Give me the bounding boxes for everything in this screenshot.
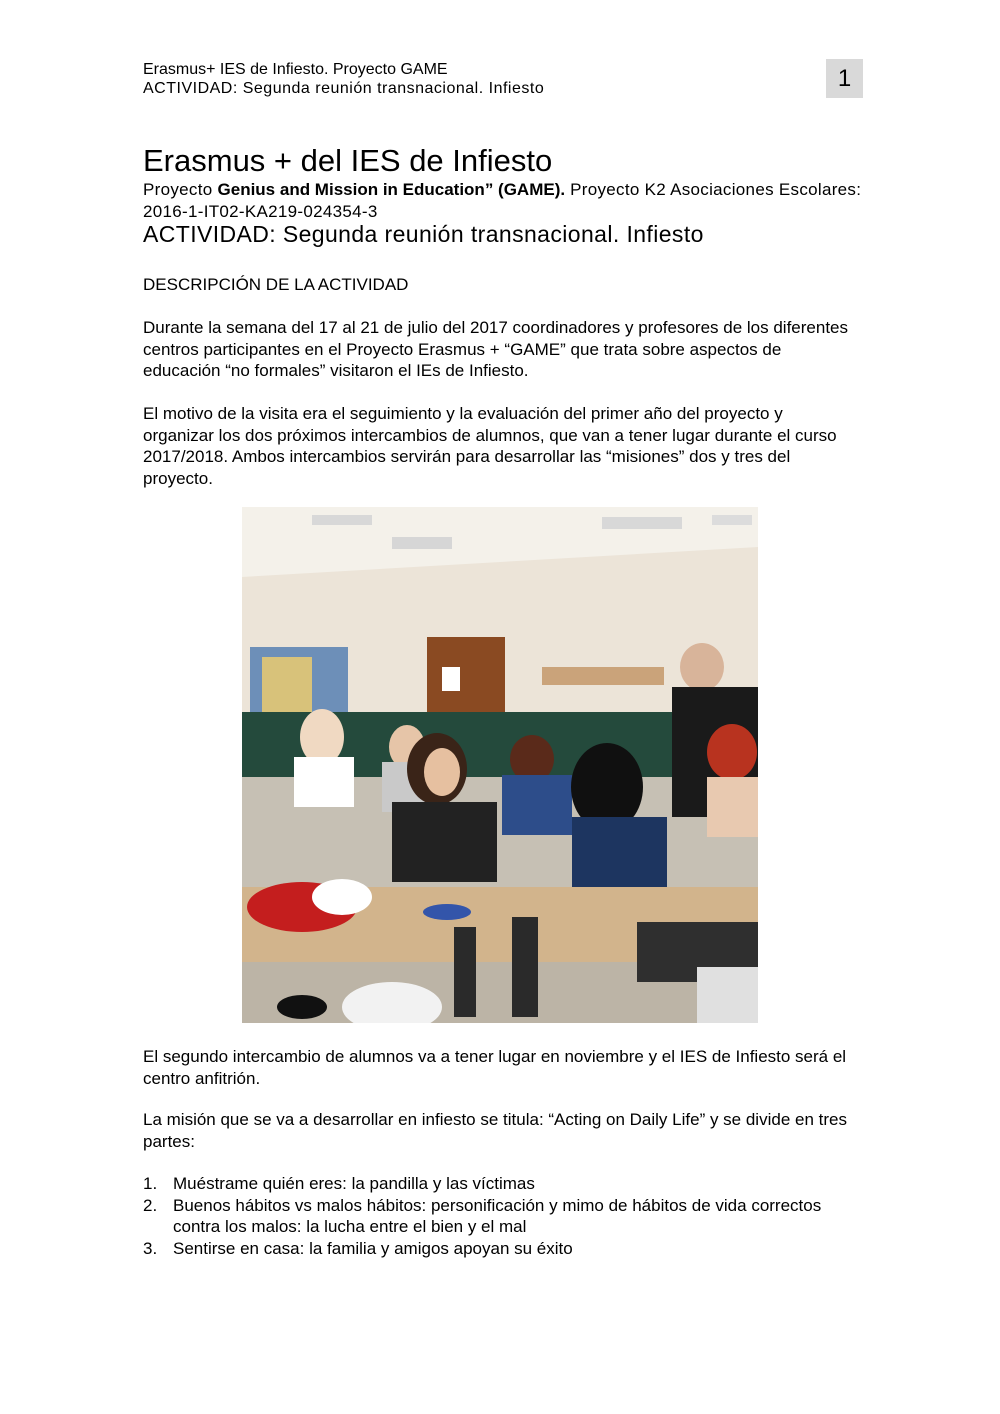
list-item-text: Buenos hábitos vs malos hábitos: personificación y mimo de hábitos de vida correctos contra los malos: la lucha entre el bien y el mal: [173, 1195, 822, 1236]
paragraph-purpose: El motivo de la visita era el seguimiento y la evaluación del primer año del proyecto y organizar los dos próximos intercambios de alumnos, que van a tener lugar durante el curso 2017/2018. Ambos intercambios servirán para desarrollar las “misiones” dos y tres del proyecto.: [143, 404, 837, 488]
list-item-number: 1.: [143, 1174, 158, 1193]
list-item-text: Sentirse en casa: la familia y amigos apoyan su éxito: [173, 1238, 573, 1258]
subtitle-project-name: Genius and Mission in Education” (GAME).: [217, 180, 566, 199]
paragraph-intro: Durante la semana del 17 al 21 de julio del 2017 coordinadores y profesores de los diferentes centros participantes en el Proyecto Erasmus + “GAME” que trata sobre aspectos de educación “no formales” visitaron el IEs de Infiesto.: [143, 318, 849, 380]
paragraph-exchange: El segundo intercambio de alumnos va a tener lugar en noviembre y el IES de Infiesto será el centro anfitrión.: [143, 1047, 847, 1088]
header-line-2: ACTIVIDAD: Segunda reunión transnacional. Infiesto: [143, 80, 545, 97]
list-item-text: Muéstrame quién eres: la pandilla y las víctimas: [173, 1174, 535, 1193]
mission-parts-list: [143, 1173, 855, 1259]
list-item: [143, 1238, 855, 1260]
paragraph-mission: La misión que se va a desarrollar en infiesto se titula: “Acting on Daily Life” y se divide en tres partes:: [143, 1110, 847, 1151]
document-title: Erasmus + del IES de Infiesto: [143, 143, 553, 178]
classroom-illustration: [242, 507, 758, 1023]
list-item: [143, 1195, 855, 1238]
page-header: [143, 60, 544, 98]
header-line-1: Erasmus+ IES de Infiesto. Proyecto GAME: [143, 61, 448, 78]
subtitle-prefix: Proyecto: [143, 180, 218, 199]
project-subtitle: [143, 179, 863, 223]
activity-heading: ACTIVIDAD: Segunda reunión transnacional. Infiesto: [143, 221, 704, 247]
section-title: DESCRIPCIÓN DE LA ACTIVIDAD: [143, 275, 409, 294]
page-number: 1: [826, 59, 863, 98]
subtitle-suffix: Proyecto K2 Asociaciones Escolares: 2016-1-IT02-KA219-024354-3: [143, 180, 862, 221]
list-item-number: 2.: [143, 1195, 158, 1215]
meeting-photo: [242, 507, 758, 1023]
list-item: [143, 1173, 855, 1195]
list-item-number: 3.: [143, 1238, 158, 1258]
